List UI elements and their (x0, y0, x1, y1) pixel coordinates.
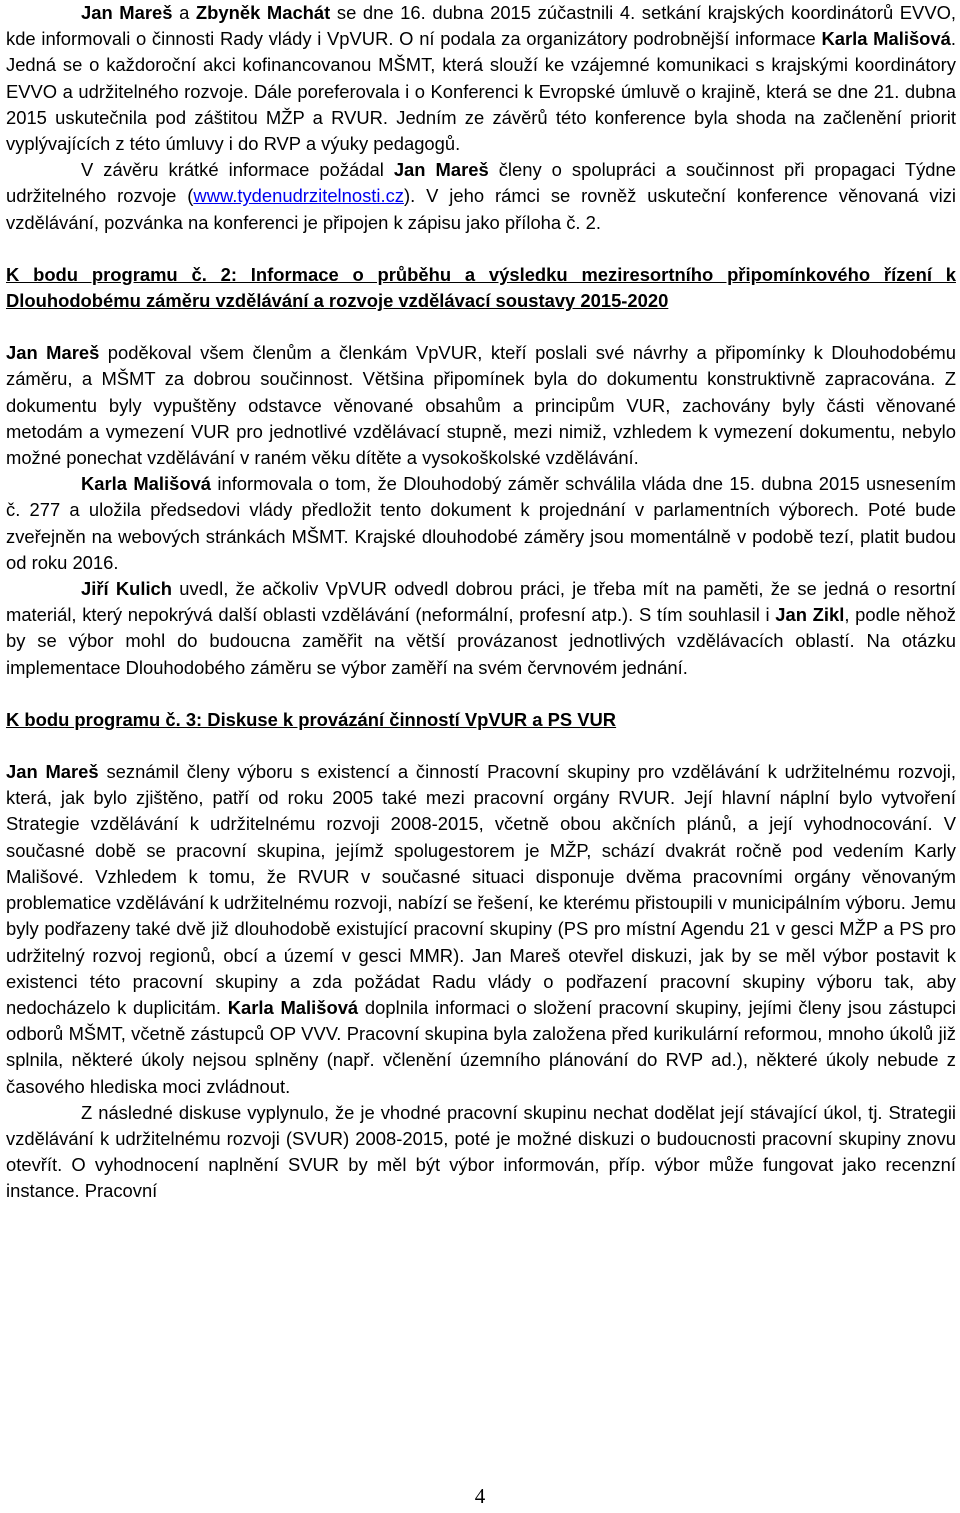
paragraph-text: členy o spolupráci a součinnost při propagaci Týdne udržitelného rozvoje ( (6, 159, 956, 207)
person-name: Karla Mališová (81, 473, 212, 495)
person-name: Jiří Kulich (81, 578, 173, 600)
spacer (6, 236, 956, 262)
person-name: Karla Mališová (227, 996, 359, 1018)
page-number: 4 (474, 1484, 486, 1508)
document-page (6, 0, 956, 1205)
paragraph-malisova-info (6, 471, 956, 576)
paragraph-text: se dne 16. dubna 2015 zúčastnili 4. setkání krajských koordinátorů EVVO, kde informovali o činnosti Rady vlády i VpVUR. O ní podala za organizátory podrobnější informace (6, 2, 956, 50)
paragraph-text: V závěru krátké informace požádal (81, 159, 394, 181)
paragraph-text: poděkoval všem členům a členkám VpVUR, kteří poslali své návrhy a připomínky k Dlouhodobému záměru, a MŠMT za dobrou součinnost. Většina připomínek byla do dokumentu konstruktivně zapracována. Z dokumentu byly vypuštěny odstavce věnované obsahům a principům VUR, zachovány byly části věnované metodám a vymezení VUR pro jednotlivé vzdělávací stupně, mezi nimiž, vzhledem k vymezení dokumentu, nebylo možné ponechat vzdělávání v raném věku dítěte a vysokoškolské vzdělávání. (6, 342, 956, 469)
person-name: Jan Mareš (6, 761, 99, 783)
person-name: Karla Mališová (821, 28, 951, 50)
paragraph-text: ). V jeho rámci se rovněž uskuteční konference věnovaná vizi vzdělávání, pozvánka na konferenci je připojen k zápisu jako příloha č. 2. (6, 185, 956, 233)
person-name: Jan Zikl (775, 604, 845, 626)
paragraph-text: seznámil členy výboru s existencí a činností Pracovní skupiny pro vzdělávání k udržitelnému rozvoji, která, jak bylo zjištěno, patří od roku 2005 také mezi pracovní orgány RVUR. Její hlavní náplní bylo vytvoření Strategie vzdělávání k udržitelnému rozvoji 2008-2015, včetně obou akčních plánů, a její vyhodnocování. V současné době se pracovní skupina, jejímž spolugestorem je MŽP, schází dvakrát ročně pod vedením Karly Mališové. Vzhledem k tomu, že RVUR v současné situaci disponuje dvěma pracovními orgány věnovaným problematice vzdělávání k udržitelnému rozvoji, nabízí se řešení, ke kterému přistoupili v municipálním výboru. Jemu byly podřazeny také dvě již dlouhodobě existující pracovní skupiny (PS pro místní Agendu 21 v gesci MŽP a PS pro udržitelný rozvoj regionů, obcí a území v gesci MMR). Jan Mareš otevřel diskuzi, jak by se měl výbor postavit k existenci této pracovní skupiny a zda požádat Radu vlády o podřazení pracovní skupiny výboru tak, aby nedocházelo k duplicitám. (6, 761, 956, 1018)
paragraph-kulich-zikl (6, 576, 956, 681)
spacer (6, 681, 956, 707)
paragraph-text: . Jedná se o každoroční akci kofinancovanou MŠMT, která slouží ke vzájemné komunikaci s krajskými koordinátory EVVO a udržitelného rozvoje. Dále poreferovala i o Konferenci k Evropské úmluvě o krajině, která se dne 21. dubna 2015 uskutečnila pod záštitou MŽP a RVUR. Jedním ze závěrů této konference byla shoda na začlenění priorit vyplývajících z této úmluvy i do RVP a výuky pedagogů. (6, 28, 956, 155)
person-name: Jan Mareš (393, 159, 489, 181)
paragraph-text: doplnila informaci o složení pracovní skupiny, jejími členy jsou zástupci odborů MŠMT, včetně zástupců OP VVV. Pracovní skupina byla založena před kurikulární reformou, mnoho úkolů již splnila, některé úkoly nejsou splněny (např. včlenění územního plánování do RVP ad.), některé úkoly nebude z časového hlediska moci zvládnout. (6, 996, 956, 1097)
paragraph-text: informovala o tom, že Dlouhodobý záměr schválila vláda dne 15. dubna 2015 usnesením č. 277 a uložila předsedovi vlády předložit tento dokument k projednání v parlamentních výborech. Poté bude zveřejněn na webových stránkách MŠMT. Krajské dlouhodobé záměry jsou momentálně v podobě tezí, platit budou od roku 2016. (6, 473, 956, 573)
paragraph-mares-thanks (6, 340, 956, 471)
website-link[interactable]: www.tydenudrzitelnosti.cz (193, 185, 404, 207)
spacer (6, 733, 956, 759)
paragraph-working-group (6, 759, 956, 1100)
paragraph-evvo-meeting (6, 0, 956, 157)
paragraph-week-of-sustainability (6, 157, 956, 236)
person-name: Jan Mareš (81, 2, 173, 23)
person-name: Zbyněk Machát (195, 2, 331, 23)
paragraph-text: , podle něhož by se výbor mohl do budoucna zaměřit na větší provázanost jednotlivých vzdělávacích oblastí. Na otázku implementace Dlouhodobého záměru se výbor zaměří na svém červnovém jednání. (6, 604, 956, 678)
person-name: Jan Mareš (6, 342, 100, 364)
section-heading-2: K bodu programu č. 2: Informace o průběhu a výsledku meziresortního připomínkového řízení k Dlouhodobému záměru vzdělávání a rozvoje vzdělávací soustavy 2015-2020 (6, 263, 956, 312)
section-heading-3: K bodu programu č. 3: Diskuse k provázání činností VpVUR a PS VUR (6, 708, 617, 730)
spacer (6, 314, 956, 340)
paragraph-text: uvedl, že ačkoliv VpVUR odvedl dobrou práci, je třeba mít na paměti, že se jedná o resortní materiál, který nepokrývá další oblasti vzdělávání (neformální, profesní atp.). S tím souhlasil i (6, 578, 956, 626)
paragraph-discussion-result: Z následné diskuse vyplynulo, že je vhodné pracovní skupinu nechat dodělat její stávající úkol, tj. Strategii vzdělávání k udržitelnému rozvoji (SVUR) 2008-2015, poté je možné diskuzi o budoucnosti pracovní skupiny znovu otevřít. O vyhodnocení naplnění SVUR by měl být výbor informován, příp. výbor může fungovat jako recenzní instance. Pracovní (6, 1101, 956, 1202)
paragraph-text: a (172, 2, 196, 23)
